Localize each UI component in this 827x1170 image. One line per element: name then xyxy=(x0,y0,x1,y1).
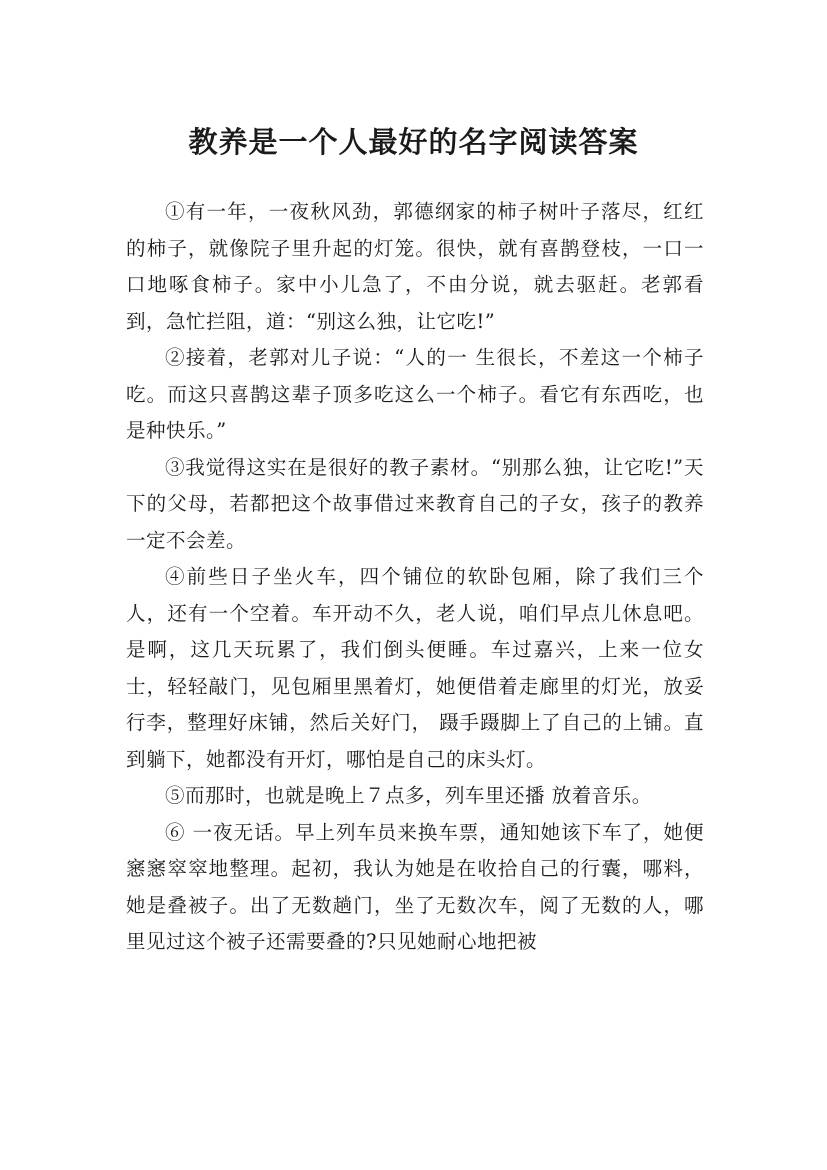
paragraph-3: ③我觉得这实在是很好的教子素材。“别那么独，让它吃!”天下的父母，若都把这个故事借过来教育自己的子女，孩子的教养一定不会差。 xyxy=(126,455,704,552)
paragraph-6: ⑥ 一夜无话。早上列车员来换车票，通知她该下车了，她便窸窸窣窣地整理。起初，我认为她是在收拾自己的行囊，哪料，她是叠被子。出了无数趟门，坐了无数次车，阅了无数的人，哪里见过这个被子还需要叠的?只见她耐心地把被 xyxy=(126,820,704,953)
paragraph-4: ④前些日子坐火车，四个铺位的软卧包厢，除了我们三个人，还有一个空着。车开动不久，老人说，咱们早点儿休息吧。是啊，这几天玩累了，我们倒头便睡。车过嘉兴，上来一位女士，轻轻敲门，见包厢里黑着灯，她便借着走廊里的灯光，放妥行李，整理好床铺，然后关好门， 蹑手蹑脚上了自己的上铺。直到躺下，她都没有开灯，哪怕是自己的床头灯。 xyxy=(126,565,704,771)
paragraph-2: ②接着，老郭对儿子说：“人的一 生很长，不差这一个柿子吃。而这只喜鹊这辈子顶多吃这么一个柿子。看它有东西吃，也是种快乐。” xyxy=(126,346,704,442)
paragraph-5: ⑤而那时，也就是晚上７点多，列车里还播 放着音乐。 xyxy=(165,784,652,807)
article-body xyxy=(126,194,704,961)
paragraph-1: ①有一年，一夜秋风劲，郭德纲家的柿子树叶子落尽，红红的柿子，就像院子里升起的灯笼。很快，就有喜鹊登枝，一口一口地啄食柿子。家中小儿急了，不由分说，就去驱赶。老郭看到，急忙拦阻，道：“别这么独，让它吃!” xyxy=(126,200,704,333)
page-title: 教养是一个人最好的名字阅读答案 xyxy=(188,125,639,160)
